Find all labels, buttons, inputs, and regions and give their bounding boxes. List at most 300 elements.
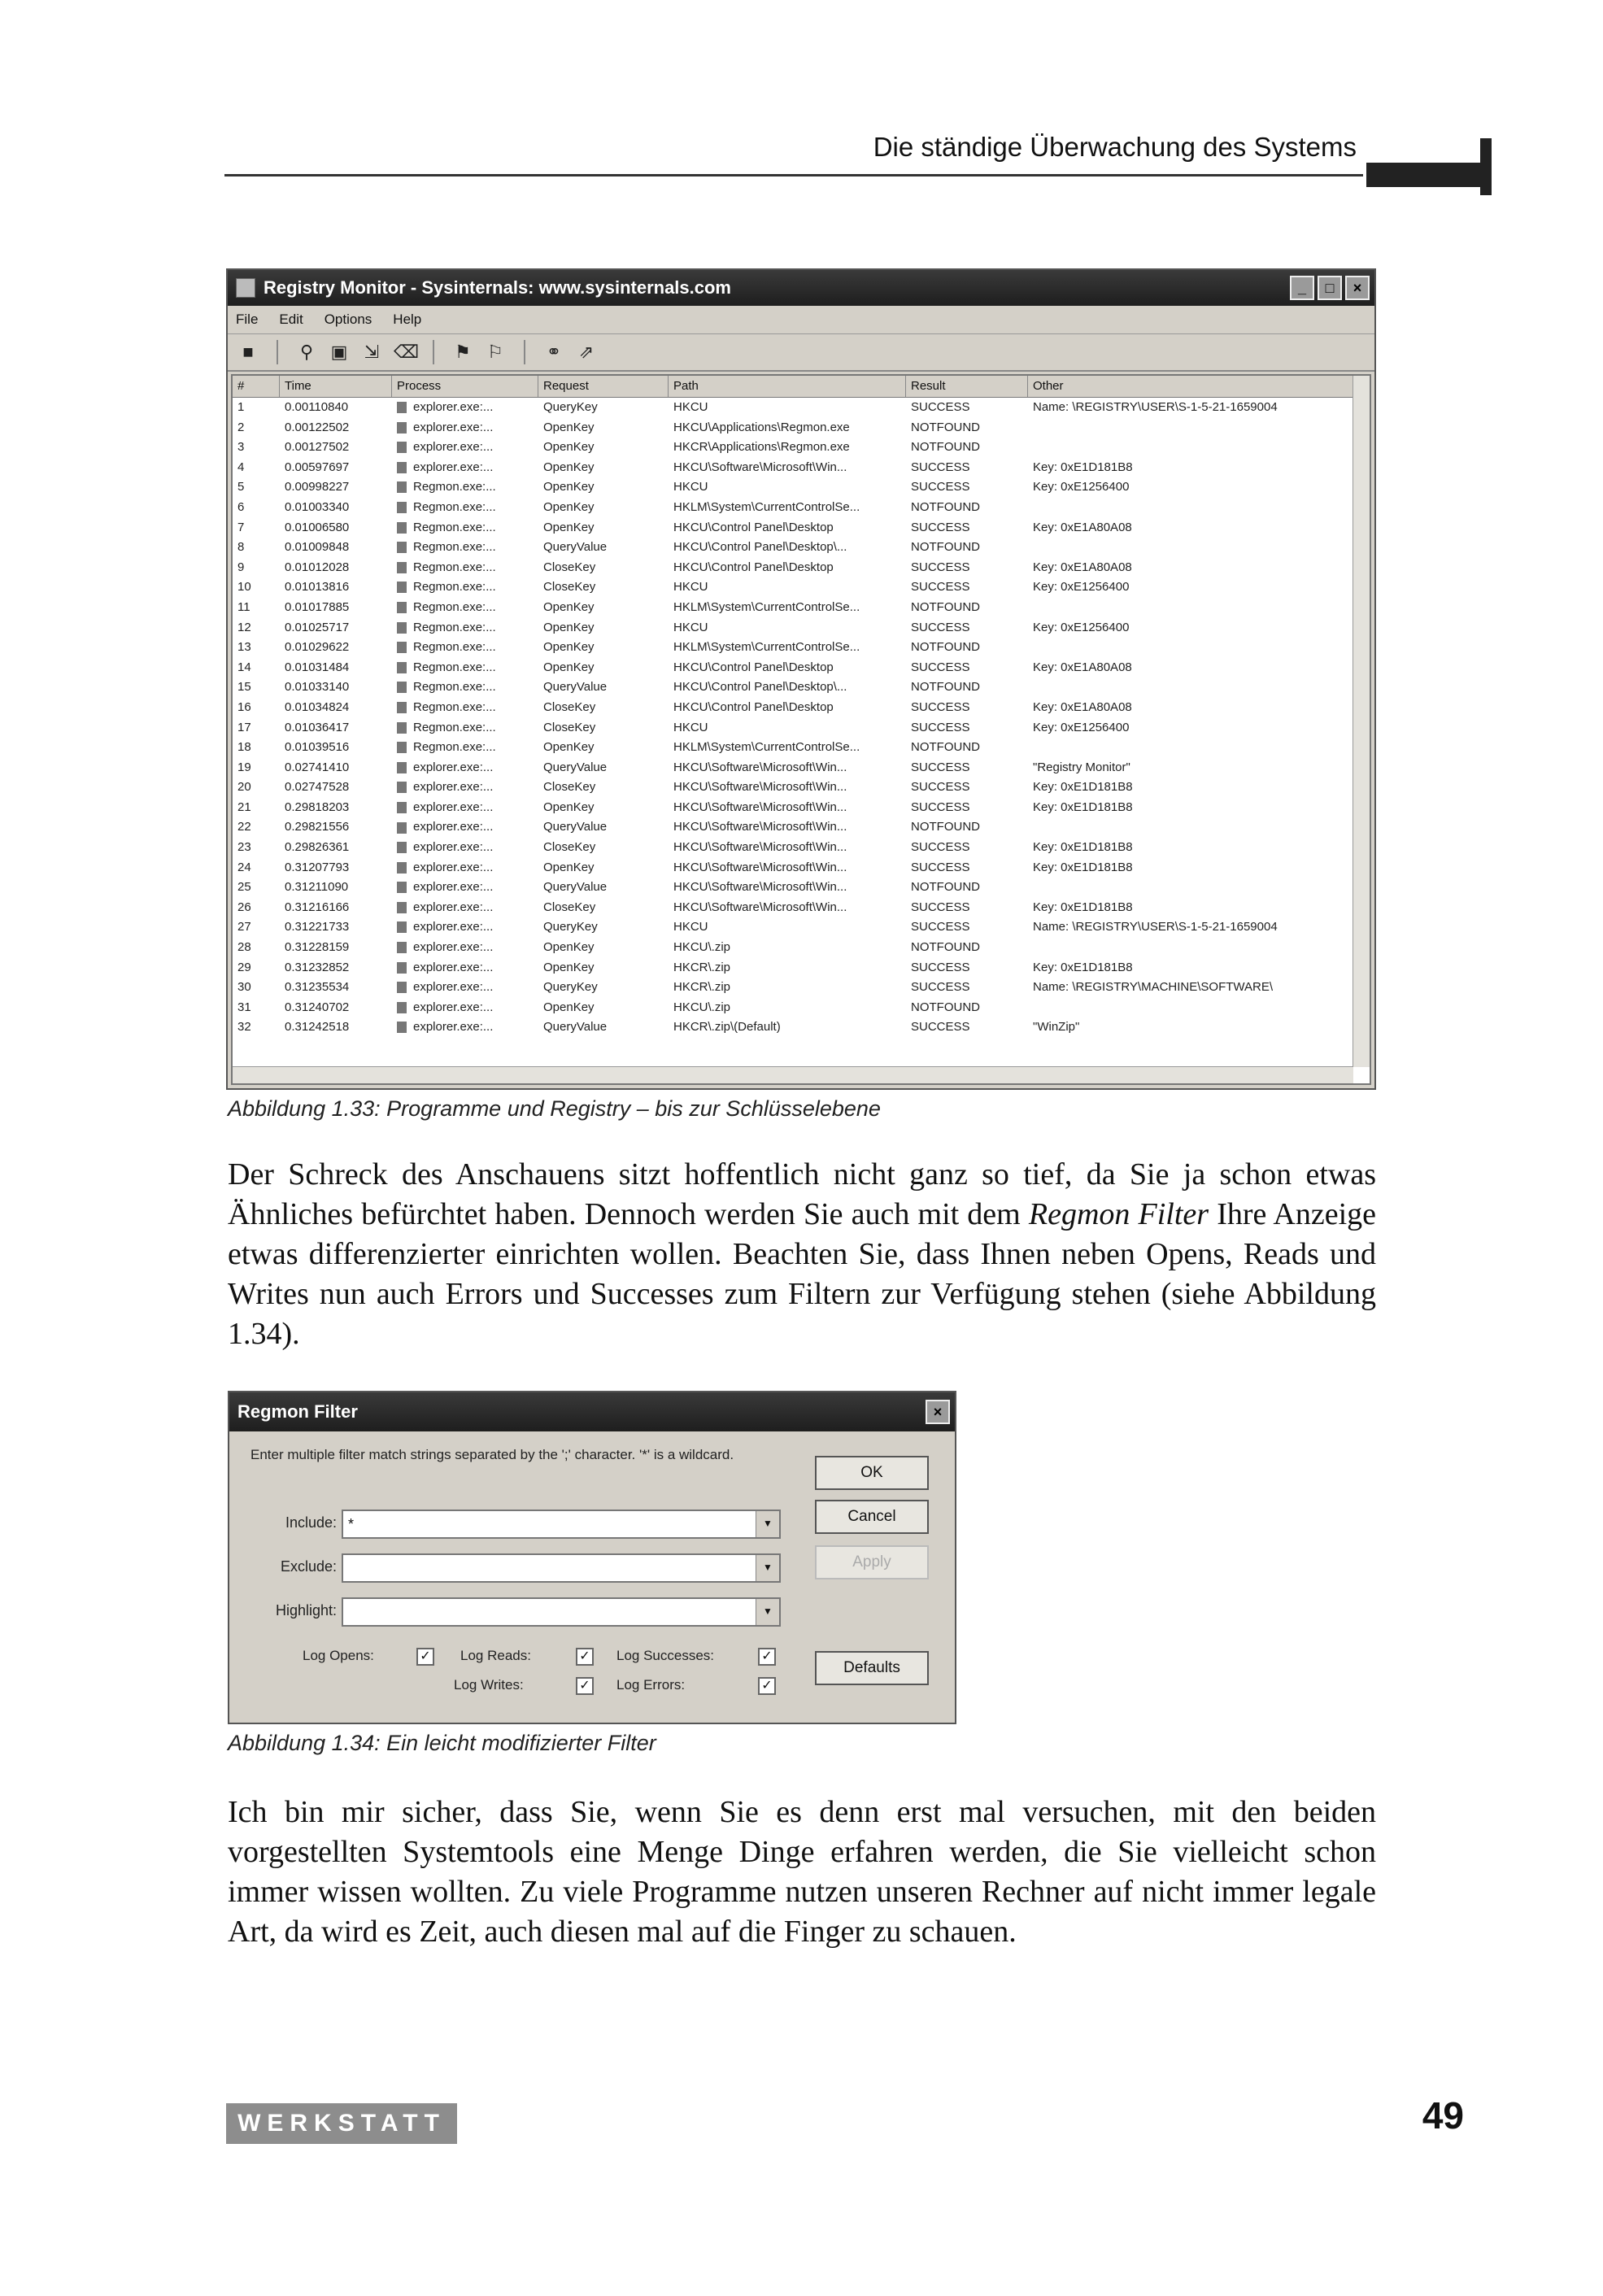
running-header: Die ständige Überwachung des Systems [873, 132, 1357, 162]
row-process-name: Regmon.exe:... [413, 520, 496, 534]
dialog-title: Regmon Filter [237, 1401, 358, 1422]
row-result: SUCCESS [911, 860, 970, 874]
row-result: NOTFOUND [911, 880, 980, 895]
row-process-name: explorer.exe:... [413, 860, 494, 874]
process-icon [397, 462, 407, 473]
menu-file[interactable]: File [236, 312, 259, 327]
row-result: NOTFOUND [911, 820, 980, 834]
app-icon [236, 278, 255, 298]
horizontal-scrollbar[interactable] [233, 1066, 1353, 1083]
table-row[interactable] [233, 698, 1370, 718]
regmon-filter-dialog [228, 1391, 956, 1724]
row-process [392, 978, 538, 998]
autoscroll-icon[interactable]: ⇲ [364, 342, 380, 362]
row-result: NOTFOUND [911, 940, 980, 955]
row-other: Key: 0xE1D181B8 [1033, 960, 1133, 974]
row-result: SUCCESS [911, 780, 970, 795]
log-reads-checkbox[interactable]: ✓ [576, 1648, 594, 1666]
row-request: OpenKey [543, 440, 595, 455]
table-row[interactable] [233, 978, 1370, 998]
row-result: SUCCESS [911, 799, 970, 814]
row-request: OpenKey [543, 660, 595, 674]
column-header-process[interactable]: Process [392, 376, 538, 397]
process-icon [397, 402, 407, 413]
row-process-name: Regmon.exe:... [413, 680, 496, 695]
row-process-name: explorer.exe:... [413, 880, 494, 895]
row-path: HKCR\.zip [673, 960, 731, 974]
row-number: 13 [237, 640, 251, 655]
row-number: 31 [237, 1000, 251, 1014]
row-process-name: explorer.exe:... [413, 440, 494, 455]
process-icon [397, 682, 407, 693]
paragraph-1-emphasis: Regmon Filter [1028, 1197, 1209, 1231]
row-path: HKCU\Software\Microsoft\Win... [673, 820, 847, 834]
row-request: OpenKey [543, 940, 595, 955]
row-other: Key: 0xE1256400 [1033, 580, 1130, 595]
process-icon [397, 522, 407, 534]
row-process [392, 758, 538, 778]
log-successes-checkbox[interactable]: ✓ [758, 1648, 776, 1666]
toolbar-separator [524, 340, 525, 364]
row-process [392, 898, 538, 918]
defaults-button[interactable]: Defaults [815, 1651, 929, 1685]
row-process [392, 878, 538, 898]
row-time: 0.31235534 [285, 980, 350, 995]
row-request: OpenKey [543, 1000, 595, 1014]
row-time: 0.00127502 [285, 440, 350, 455]
row-other [1028, 438, 1370, 458]
row-path: HKCU [673, 720, 708, 734]
row-path: HKCU\Software\Microsoft\Win... [673, 840, 847, 855]
row-result: SUCCESS [911, 460, 970, 474]
row-number: 14 [237, 660, 251, 674]
row-path: HKCU\Software\Microsoft\Win... [673, 860, 847, 874]
table-row[interactable] [233, 817, 1370, 838]
row-process [392, 618, 538, 638]
row-process-name: explorer.exe:... [413, 980, 494, 995]
row-result: NOTFOUND [911, 440, 980, 455]
column-header-time[interactable]: Time [280, 376, 392, 397]
row-path: HKCU\Software\Microsoft\Win... [673, 760, 847, 774]
row-process [392, 998, 538, 1018]
row-result: SUCCESS [911, 560, 970, 574]
row-process [392, 838, 538, 858]
table-row[interactable] [233, 958, 1370, 978]
row-path: HKCU\Software\Microsoft\Win... [673, 799, 847, 814]
row-path: HKCR\.zip\(Default) [673, 1020, 781, 1035]
row-number: 24 [237, 860, 251, 874]
row-other [1028, 598, 1370, 618]
row-other: Name: \REGISTRY\USER\S-1-5-21-1659004 [1033, 400, 1278, 414]
row-request: OpenKey [543, 620, 595, 634]
list-body [233, 398, 1370, 1038]
column-header-number[interactable]: # [233, 376, 280, 397]
row-process [392, 677, 538, 698]
apply-button[interactable]: Apply [815, 1545, 929, 1579]
magnify-icon[interactable]: ⚲ [299, 342, 314, 362]
row-other: "WinZip" [1033, 1020, 1080, 1035]
row-process-name: explorer.exe:... [413, 840, 494, 855]
table-row[interactable] [233, 998, 1370, 1018]
row-path: HKLM\System\CurrentControlSe... [673, 499, 860, 514]
row-process-name: explorer.exe:... [413, 920, 494, 935]
process-icon [397, 842, 407, 853]
row-number: 32 [237, 1020, 251, 1035]
row-number: 2 [237, 420, 245, 434]
row-time: 0.01009848 [285, 540, 350, 555]
row-other: Key: 0xE1256400 [1033, 720, 1130, 734]
process-icon [397, 602, 407, 613]
chevron-down-icon[interactable]: ▼ [756, 1599, 779, 1625]
row-path: HKCU\Control Panel\Desktop [673, 560, 834, 574]
dialog-close-button[interactable]: × [926, 1400, 950, 1424]
row-process [392, 598, 538, 618]
row-request: QueryValue [543, 540, 608, 555]
row-process [392, 698, 538, 718]
row-path: HKCR\.zip [673, 980, 731, 995]
table-row[interactable] [233, 418, 1370, 438]
dialog-titlebar [229, 1392, 955, 1431]
row-request: CloseKey [543, 699, 596, 714]
row-path: HKCU\Software\Microsoft\Win... [673, 460, 847, 474]
header-rule [224, 174, 1363, 176]
row-path: HKCU\Control Panel\Desktop [673, 699, 834, 714]
row-time: 0.01025717 [285, 620, 350, 634]
table-row[interactable] [233, 658, 1370, 678]
row-result: SUCCESS [911, 920, 970, 935]
row-path: HKCR\Applications\Regmon.exe [673, 440, 850, 455]
row-path: HKLM\System\CurrentControlSe... [673, 599, 860, 614]
row-path: HKCU [673, 920, 708, 935]
row-path: HKCU\.zip [673, 1000, 731, 1014]
row-time: 0.29826361 [285, 840, 350, 855]
row-other [1028, 498, 1370, 518]
row-path: HKCU\Applications\Regmon.exe [673, 420, 850, 434]
process-icon [397, 622, 407, 634]
row-request: QueryValue [543, 680, 608, 695]
row-process [392, 658, 538, 678]
menu-edit[interactable]: Edit [279, 312, 303, 327]
process-icon [397, 562, 407, 573]
table-row[interactable] [233, 858, 1370, 878]
row-request: CloseKey [543, 720, 596, 734]
table-row[interactable] [233, 878, 1370, 898]
table-row[interactable] [233, 638, 1370, 658]
process-icon [397, 902, 407, 913]
row-request: OpenKey [543, 460, 595, 474]
row-time: 0.31207793 [285, 860, 350, 874]
row-process-name: explorer.exe:... [413, 760, 494, 774]
row-process [392, 458, 538, 478]
table-row[interactable] [233, 538, 1370, 558]
process-icon [397, 962, 407, 974]
figure-caption-2: Abbildung 1.34: Ein leicht modifizierter Filter [228, 1731, 656, 1755]
column-header-request[interactable]: Request [538, 376, 669, 397]
highlight-icon[interactable]: ⚐ [487, 342, 503, 362]
row-time: 0.31242518 [285, 1020, 350, 1035]
minimize-button[interactable]: _ [1290, 276, 1314, 300]
row-other: Key: 0xE1A80A08 [1033, 699, 1132, 714]
table-row[interactable] [233, 438, 1370, 458]
row-number: 6 [237, 499, 245, 514]
row-request: QueryValue [543, 880, 608, 895]
row-time: 0.01029622 [285, 640, 350, 655]
row-request: OpenKey [543, 520, 595, 534]
maximize-button[interactable]: □ [1318, 276, 1342, 300]
ok-button[interactable]: OK [815, 1456, 929, 1490]
chevron-down-icon[interactable]: ▼ [756, 1555, 779, 1581]
row-request: OpenKey [543, 480, 595, 494]
row-request: CloseKey [543, 780, 596, 795]
row-other: Key: 0xE1D181B8 [1033, 460, 1133, 474]
row-result: SUCCESS [911, 520, 970, 534]
row-number: 4 [237, 460, 245, 474]
row-result: SUCCESS [911, 660, 970, 674]
row-request: OpenKey [543, 799, 595, 814]
table-row[interactable] [233, 718, 1370, 738]
row-process [392, 577, 538, 598]
exclude-label: Exclude: [280, 1558, 337, 1575]
find-icon[interactable]: ⚭ [546, 342, 562, 362]
process-icon [397, 1022, 407, 1033]
table-row[interactable] [233, 758, 1370, 778]
row-request: CloseKey [543, 900, 596, 914]
row-other [1028, 878, 1370, 898]
process-icon [397, 942, 407, 953]
row-process-name: Regmon.exe:... [413, 499, 496, 514]
log-errors-checkbox[interactable]: ✓ [758, 1677, 776, 1695]
row-path: HKCU\Control Panel\Desktop [673, 520, 834, 534]
filter-instructions: Enter multiple filter match strings separated by the ';' character. '*' is a wildcard. [250, 1447, 734, 1462]
row-request: CloseKey [543, 840, 596, 855]
exclude-input[interactable] [342, 1553, 781, 1583]
row-process-name: explorer.exe:... [413, 1000, 494, 1014]
capture-icon[interactable]: ▣ [330, 342, 348, 362]
table-row[interactable] [233, 738, 1370, 758]
row-other: Name: \REGISTRY\MACHINE\SOFTWARE\ [1033, 980, 1274, 995]
process-icon [397, 802, 407, 813]
row-number: 1 [237, 400, 245, 414]
include-value: * [348, 1516, 355, 1532]
row-request: QueryValue [543, 1020, 608, 1035]
row-request: OpenKey [543, 860, 595, 874]
row-time: 0.29818203 [285, 799, 350, 814]
row-other: Key: 0xE1A80A08 [1033, 660, 1132, 674]
row-process [392, 418, 538, 438]
row-number: 16 [237, 699, 251, 714]
jump-icon[interactable]: ⇗ [578, 342, 595, 362]
row-path: HKCU\Software\Microsoft\Win... [673, 880, 847, 895]
process-icon [397, 481, 407, 493]
table-row[interactable] [233, 1017, 1370, 1038]
table-row[interactable] [233, 518, 1370, 538]
row-path: HKCU\Control Panel\Desktop\... [673, 540, 847, 555]
row-number: 10 [237, 580, 251, 595]
row-request: OpenKey [543, 599, 595, 614]
row-path: HKCU [673, 400, 708, 414]
table-row[interactable] [233, 577, 1370, 598]
row-other [1028, 738, 1370, 758]
row-number: 22 [237, 820, 251, 834]
log-writes-checkbox[interactable]: ✓ [576, 1677, 594, 1695]
row-time: 0.02741410 [285, 760, 350, 774]
row-other: Key: 0xE1A80A08 [1033, 520, 1132, 534]
row-number: 29 [237, 960, 251, 974]
process-icon [397, 822, 407, 834]
row-other [1028, 998, 1370, 1018]
row-process-name: Regmon.exe:... [413, 599, 496, 614]
process-icon [397, 702, 407, 713]
process-icon [397, 542, 407, 553]
row-process-name: Regmon.exe:... [413, 660, 496, 674]
cancel-button[interactable]: Cancel [815, 1500, 929, 1534]
row-request: OpenKey [543, 960, 595, 974]
paragraph-1-text-a: Der Schreck des Anschauens sitzt hoffentlich nicht ganz so tief, da Sie ja schon etwas Ähnliches befürchtet haben. Dennoch werden Sie auch mit dem [228, 1157, 1376, 1231]
table-row[interactable] [233, 798, 1370, 818]
paragraph-2: Ich bin mir sicher, dass Sie, wenn Sie es denn erst mal versuchen, mit den beiden vorgestellten Systemtools eine Menge Dinge erfahren werden, die Sie vielleicht schon immer wissen wollten. Zu viele Programme nutzen unseren Rechner auf nicht immer legale Art, da wird es Zeit, auch diesen mal auf die Finger zu schauen. [228, 1795, 1376, 1949]
row-number: 23 [237, 840, 251, 855]
process-icon [397, 442, 407, 453]
log-errors-label: Log Errors: [616, 1677, 686, 1693]
page-number: 49 [1422, 2094, 1464, 2137]
row-result: NOTFOUND [911, 420, 980, 434]
row-process-name: explorer.exe:... [413, 400, 494, 414]
log-reads-label: Log Reads: [460, 1648, 531, 1663]
row-process [392, 438, 538, 458]
row-number: 11 [237, 599, 250, 614]
row-process [392, 398, 538, 418]
table-row[interactable] [233, 898, 1370, 918]
row-time: 0.31228159 [285, 940, 350, 955]
row-process [392, 938, 538, 958]
event-list[interactable] [231, 374, 1371, 1085]
column-header-result[interactable]: Result [906, 376, 1028, 397]
clear-icon[interactable]: ⌫ [394, 342, 420, 362]
table-row[interactable] [233, 458, 1370, 478]
table-row[interactable] [233, 838, 1370, 858]
header-tab-end-decoration [1480, 138, 1492, 195]
include-input[interactable] [342, 1510, 781, 1539]
table-row[interactable] [233, 498, 1370, 518]
row-number: 3 [237, 440, 245, 455]
row-time: 0.00122502 [285, 420, 350, 434]
row-path: HKCU\Control Panel\Desktop\... [673, 680, 847, 695]
filter-icon[interactable]: ⚑ [455, 342, 471, 362]
werkstatt-logo: WERKSTATT [226, 2103, 457, 2144]
row-other: Key: 0xE1256400 [1033, 620, 1130, 634]
row-number: 7 [237, 520, 245, 534]
row-process-name: explorer.exe:... [413, 780, 494, 795]
row-time: 0.01017885 [285, 599, 350, 614]
row-request: QueryKey [543, 980, 598, 995]
row-number: 21 [237, 799, 251, 814]
row-request: QueryValue [543, 820, 608, 834]
row-path: HKCU [673, 480, 708, 494]
row-time: 0.02747528 [285, 780, 350, 795]
row-process-name: Regmon.exe:... [413, 540, 496, 555]
table-row[interactable] [233, 938, 1370, 958]
save-icon[interactable]: ■ [242, 342, 254, 362]
row-time: 0.00597697 [285, 460, 350, 474]
table-row[interactable] [233, 398, 1370, 418]
row-process [392, 558, 538, 578]
process-icon [397, 422, 407, 433]
row-result: NOTFOUND [911, 740, 980, 755]
row-time: 0.31240702 [285, 1000, 350, 1014]
row-request: OpenKey [543, 640, 595, 655]
row-process-name: Regmon.exe:... [413, 560, 496, 574]
highlight-label: Highlight: [275, 1602, 337, 1619]
row-time: 0.01012028 [285, 560, 350, 574]
column-header-path[interactable]: Path [669, 376, 906, 397]
table-row[interactable] [233, 558, 1370, 578]
row-number: 27 [237, 920, 251, 935]
vertical-scrollbar[interactable] [1353, 376, 1370, 1067]
row-process [392, 798, 538, 818]
menu-options[interactable]: Options [324, 312, 372, 327]
row-path: HKCU\Control Panel\Desktop [673, 660, 834, 674]
process-icon [397, 782, 407, 793]
row-time: 0.01034824 [285, 699, 350, 714]
row-process-name: Regmon.exe:... [413, 480, 496, 494]
row-path: HKCU\Software\Microsoft\Win... [673, 780, 847, 795]
close-button[interactable]: × [1345, 276, 1370, 300]
row-result: SUCCESS [911, 580, 970, 595]
table-row[interactable] [233, 677, 1370, 698]
row-number: 5 [237, 480, 245, 494]
row-process-name: Regmon.exe:... [413, 720, 496, 734]
row-other: Key: 0xE1D181B8 [1033, 840, 1133, 855]
menu-help[interactable]: Help [393, 312, 422, 327]
table-row[interactable] [233, 618, 1370, 638]
row-result: SUCCESS [911, 760, 970, 774]
row-process [392, 778, 538, 798]
row-process-name: Regmon.exe:... [413, 740, 496, 755]
row-number: 15 [237, 680, 251, 695]
row-request: QueryValue [543, 760, 608, 774]
row-process-name: explorer.exe:... [413, 420, 494, 434]
row-result: NOTFOUND [911, 640, 980, 655]
table-row[interactable] [233, 778, 1370, 798]
row-process-name: explorer.exe:... [413, 820, 494, 834]
table-row[interactable] [233, 917, 1370, 938]
process-icon [397, 662, 407, 673]
row-process-name: Regmon.exe:... [413, 699, 496, 714]
row-result: SUCCESS [911, 720, 970, 734]
column-header-other[interactable]: Other [1028, 376, 1370, 397]
row-process [392, 638, 538, 658]
row-time: 0.29821556 [285, 820, 350, 834]
table-row[interactable] [233, 598, 1370, 618]
row-other [1028, 677, 1370, 698]
row-process-name: explorer.exe:... [413, 460, 494, 474]
process-icon [397, 1002, 407, 1013]
row-process-name: explorer.exe:... [413, 940, 494, 955]
table-row[interactable] [233, 477, 1370, 498]
row-number: 12 [237, 620, 251, 634]
log-opens-checkbox[interactable]: ✓ [416, 1648, 434, 1666]
row-other: Key: 0xE1256400 [1033, 480, 1130, 494]
row-process [392, 738, 538, 758]
highlight-input[interactable] [342, 1597, 781, 1627]
row-process [392, 917, 538, 938]
row-process-name: Regmon.exe:... [413, 580, 496, 595]
chevron-down-icon[interactable]: ▼ [756, 1511, 779, 1537]
row-other: Name: \REGISTRY\USER\S-1-5-21-1659004 [1033, 920, 1278, 935]
row-time: 0.01031484 [285, 660, 350, 674]
row-number: 9 [237, 560, 245, 574]
row-request: CloseKey [543, 560, 596, 574]
